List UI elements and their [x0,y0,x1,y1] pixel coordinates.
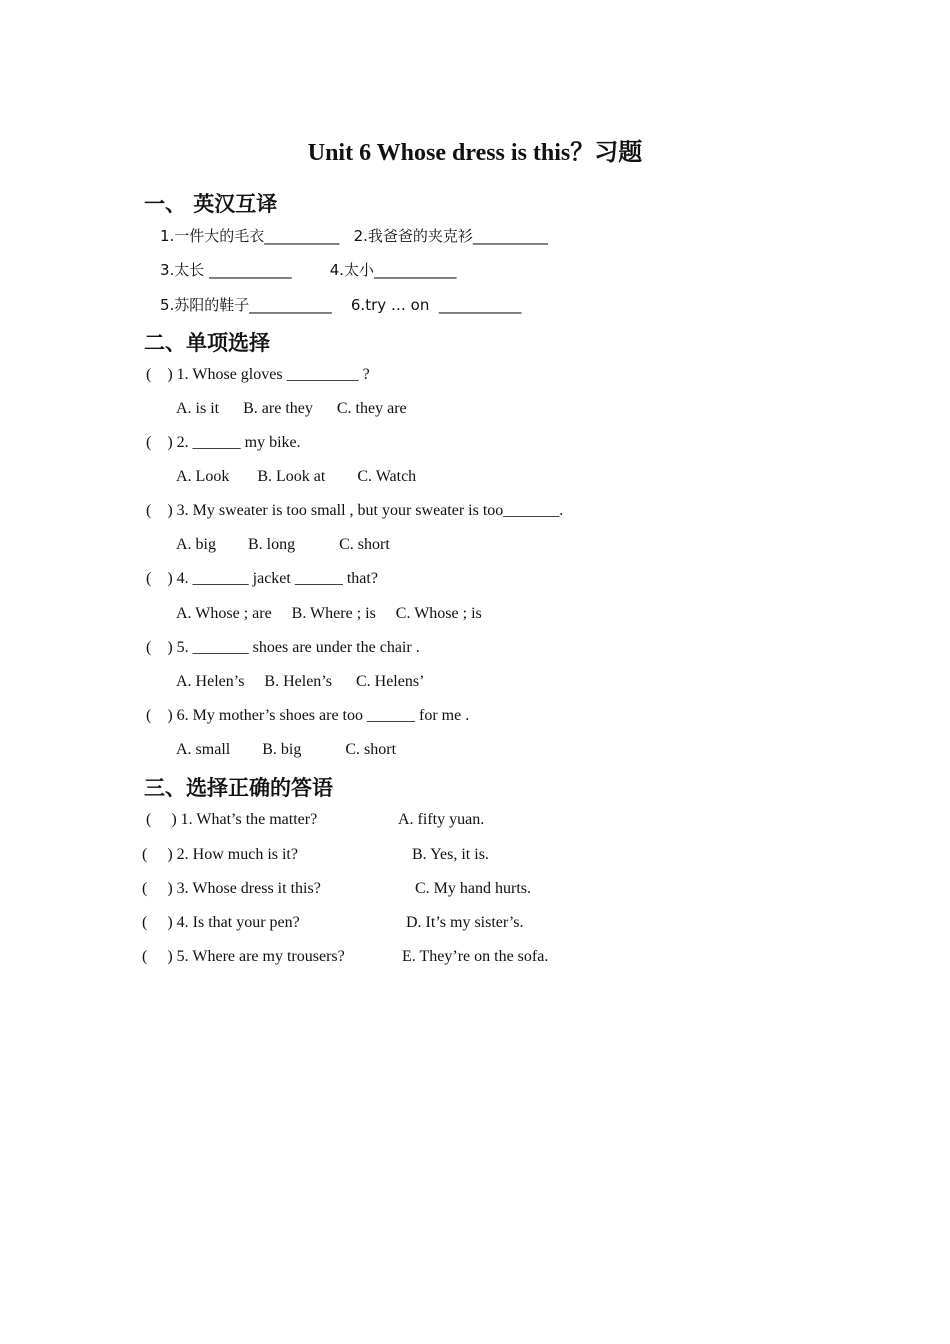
page-title: Unit 6 Whose dress is this？习题 [307,140,643,166]
match-answer-c: C. My hand hurts. [415,880,531,897]
mc-question-1: ( ) 1. Whose gloves _________ ? [146,366,370,383]
match-question-1: ( ) 1. What’s the matter? [146,811,318,828]
section-3-heading: 三、选择正确的答语 [144,776,333,800]
mc-options-6: A. small B. big C. short [176,741,397,758]
translation-line-1: 1.一件大的毛衣__________ 2.我爸爸的夹克衫__________ [160,227,548,245]
section-2-heading: 二、单项选择 [144,331,270,355]
match-question-5: ( ) 5. Where are my trousers? [142,948,345,965]
match-answer-e: E. They’re on the sofa. [402,948,549,965]
mc-options-4: A. Whose ; are B. Where ; is C. Whose ; is [176,605,482,622]
mc-question-2: ( ) 2. ______ my bike. [146,434,301,451]
mc-options-1: A. is it B. are they C. they are [176,400,407,417]
translation-line-3: 5.苏阳的鞋子___________ 6.try … on ___________ [160,296,522,314]
mc-question-6: ( ) 6. My mother’s shoes are too ______ for me . [146,707,470,724]
match-question-2: ( ) 2. How much is it? [142,846,298,863]
match-question-4: ( ) 4. Is that your pen? [142,914,300,931]
section-1-heading: 一、 英汉互译 [144,192,278,216]
mc-options-5: A. Helen’s B. Helen’s C. Helens’ [176,673,425,690]
translation-line-2: 3.太长 ___________ 4.太小___________ [160,261,457,279]
match-question-3: ( ) 3. Whose dress it this? [142,880,321,897]
match-answer-a: A. fifty yuan. [398,811,485,828]
match-answer-b: B. Yes, it is. [412,846,489,863]
mc-question-3: ( ) 3. My sweater is too small , but your sweater is too_______. [146,502,564,519]
mc-question-4: ( ) 4. _______ jacket ______ that? [146,570,378,587]
mc-question-5: ( ) 5. _______ shoes are under the chair . [146,639,420,656]
mc-options-3: A. big B. long C. short [176,536,390,553]
match-answer-d: D. It’s my sister’s. [406,914,524,931]
mc-options-2: A. Look B. Look at C. Watch [176,468,417,485]
